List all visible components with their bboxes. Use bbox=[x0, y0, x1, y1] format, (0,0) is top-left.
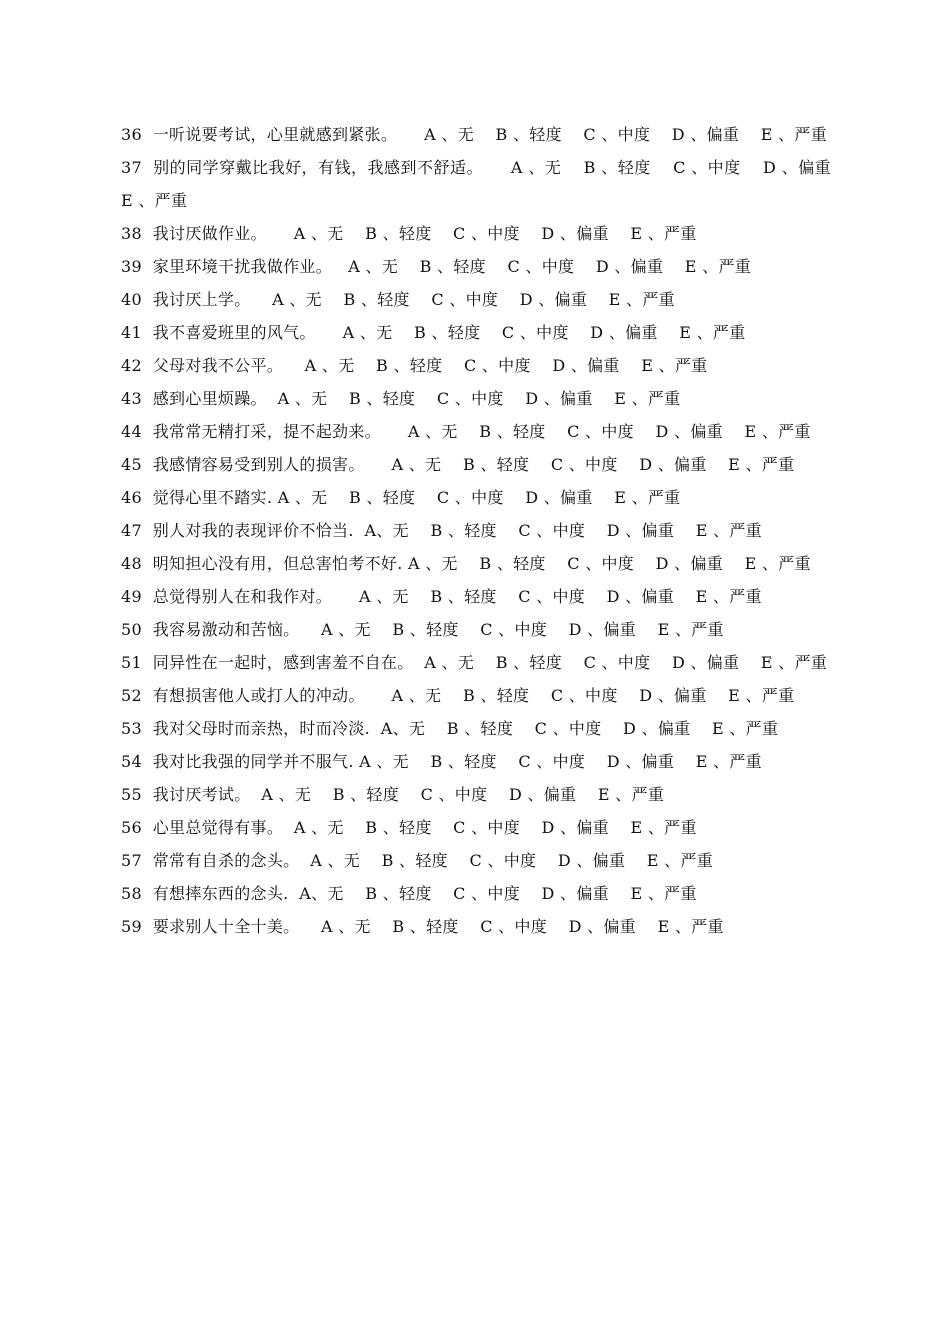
question-item: 51 同异性在一起时，感到害羞不自在。 A 、无 B 、轻度 C 、中度 D 、偏重 E 、严重 bbox=[121, 653, 828, 672]
question-item: 59 要求别人十全十美。 A 、无 B 、轻度 C 、中度 D 、偏重 E 、严重 bbox=[121, 917, 724, 936]
question-item: 49 总觉得别人在和我作对。 A 、无 B 、轻度 C 、中度 D 、偏重 E 、严重 bbox=[121, 587, 762, 606]
question-item: 46 觉得心里不踏实. A 、无 B 、轻度 C 、中度 D 、偏重 E 、严重 bbox=[121, 488, 681, 507]
question-item: 52 有想损害他人或打人的冲动。 A 、无 B 、轻度 C 、中度 D 、偏重 E 、严重 bbox=[121, 686, 795, 705]
question-item: 43 感到心里烦躁。 A 、无 B 、轻度 C 、中度 D 、偏重 E 、严重 bbox=[121, 389, 681, 408]
question-item: 36 一听说要考试，心里就感到紧张。 A 、无 B 、轻度 C 、中度 D 、偏重 E 、严重 bbox=[121, 125, 828, 144]
question-item: 41 我不喜爱班里的风气。 A 、无 B 、轻度 C 、中度 D 、偏重 E 、严重 bbox=[121, 323, 746, 342]
question-item: 55 我讨厌考试。 A 、无 B 、轻度 C 、中度 D 、偏重 E 、严重 bbox=[121, 785, 665, 804]
question-item: 39 家里环境干扰我做作业。 A 、无 B 、轻度 C 、中度 D 、偏重 E 、严重 bbox=[121, 257, 752, 276]
question-list bbox=[121, 118, 853, 943]
question-item: 38 我讨厌做作业。 A 、无 B 、轻度 C 、中度 D 、偏重 E 、严重 bbox=[121, 224, 697, 243]
question-item: 50 我容易激动和苦恼。 A 、无 B 、轻度 C 、中度 D 、偏重 E 、严重 bbox=[121, 620, 724, 639]
question-item: 42 父母对我不公平。 A 、无 B 、轻度 C 、中度 D 、偏重 E 、严重 bbox=[121, 356, 708, 375]
question-item: 56 心里总觉得有事。 A 、无 B 、轻度 C 、中度 D 、偏重 E 、严重 bbox=[121, 818, 697, 837]
question-item: 58 有想摔东西的念头. A、无 B 、轻度 C 、中度 D 、偏重 E 、严重 bbox=[121, 884, 697, 903]
question-item: 48 明知担心没有用，但总害怕考不好. A 、无 B 、轻度 C 、中度 D 、偏重 E 、严重 bbox=[121, 554, 811, 573]
question-item: 45 我感情容易受到别人的损害。 A 、无 B 、轻度 C 、中度 D 、偏重 E 、严重 bbox=[121, 455, 795, 474]
question-item: 47 别人对我的表现评价不恰当. A、无 B 、轻度 C 、中度 D 、偏重 E 、严重 bbox=[121, 521, 762, 540]
question-item: 44 我常常无精打采，提不起劲来。 A 、无 B 、轻度 C 、中度 D 、偏重 E 、严重 bbox=[121, 422, 811, 441]
question-item: 54 我对比我强的同学并不服气. A 、无 B 、轻度 C 、中度 D 、偏重 E 、严重 bbox=[121, 752, 762, 771]
question-item: 37 别的同学穿戴比我好，有钱，我感到不舒适。 A 、无 B 、轻度 C 、中度 D 、偏重 E 、严重 bbox=[121, 158, 853, 210]
question-item: 40 我讨厌上学。 A 、无 B 、轻度 C 、中度 D 、偏重 E 、严重 bbox=[121, 290, 675, 309]
question-item: 53 我对父母时而亲热，时而冷淡. A、无 B 、轻度 C 、中度 D 、偏重 E 、严重 bbox=[121, 719, 779, 738]
question-item: 57 常常有自杀的念头。 A 、无 B 、轻度 C 、中度 D 、偏重 E 、严重 bbox=[121, 851, 714, 870]
